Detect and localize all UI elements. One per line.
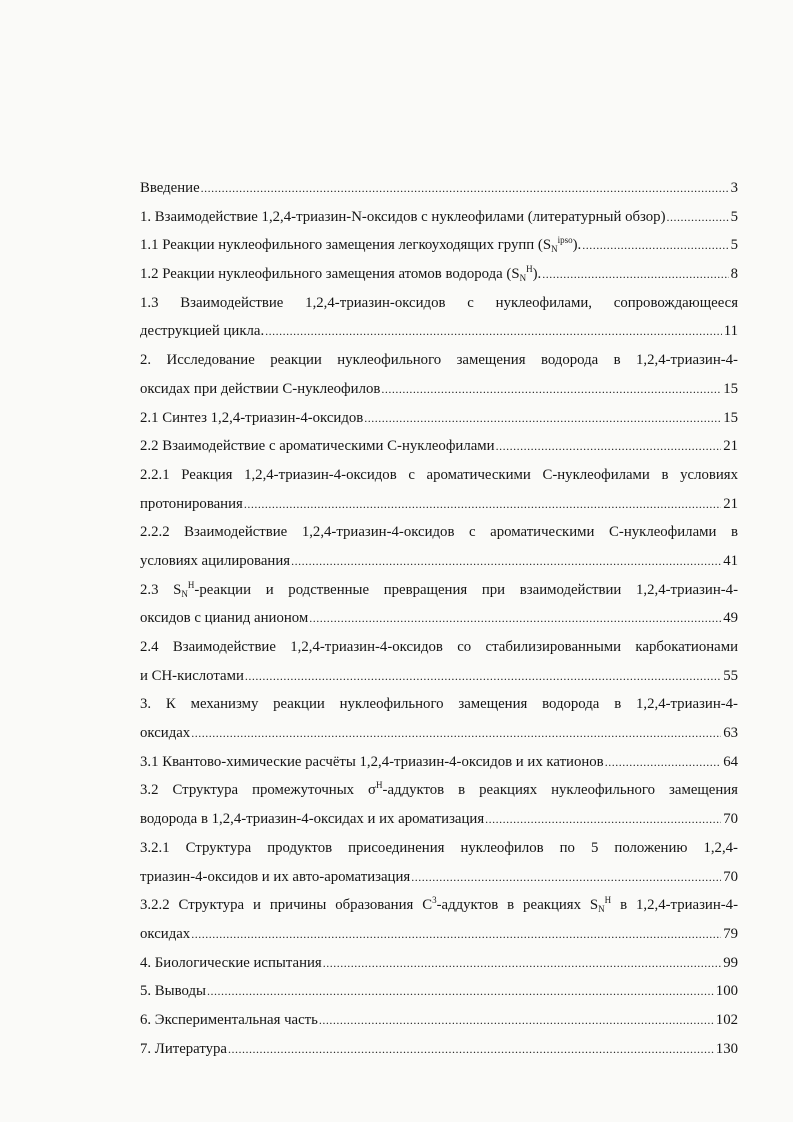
toc-entry-section-3-2-2-line2[interactable] (140, 920, 738, 949)
toc-entry-title-continued: водорода в 1,2,4-триазин-4-оксидах и их ароматизация (140, 811, 485, 828)
toc-page-number: 21 (723, 438, 738, 455)
dot-leader (364, 404, 721, 433)
toc-entry-title-continued: оксидах (140, 925, 191, 942)
dot-leader (411, 863, 721, 892)
toc-entry-title: 6. Экспериментальная часть (140, 1011, 318, 1028)
toc-entry-section-2-1[interactable] (140, 404, 738, 433)
toc-page-number: 15 (723, 380, 738, 397)
toc-page-number: 55 (723, 667, 738, 684)
dot-leader (245, 662, 721, 691)
toc-entry-title: 3.2.1 Структура продуктов присоединения нуклеофилов по 5 положению 1,2,4- (140, 839, 738, 856)
toc-entry-chapter-1[interactable] (140, 203, 738, 232)
dot-leader (265, 317, 722, 346)
toc-entry-section-3-2-1-line1[interactable] (140, 834, 738, 863)
dot-leader (291, 547, 721, 576)
toc-entry-section-3-2-line2[interactable] (140, 805, 738, 834)
toc-page-number: 5 (730, 237, 738, 254)
toc-page-number: 5 (730, 208, 738, 225)
dot-leader (667, 203, 729, 232)
toc-entry-title: 2.2.1 Реакция 1,2,4-триазин-4-оксидов с ароматическими С-нуклеофилами в условиях (140, 466, 738, 483)
toc-entry-section-2-2-1-line1[interactable] (140, 461, 738, 490)
toc-page-number: 100 (715, 983, 738, 1000)
toc-entry-section-3-2-2-line1[interactable] (140, 891, 738, 920)
dot-leader (191, 920, 721, 949)
toc-page-number: 49 (723, 610, 738, 627)
toc-entry-title-continued: и СН-кислотами (140, 667, 244, 684)
toc-entry-section-2-2-2-line2[interactable] (140, 547, 738, 576)
toc-entry-title: 4. Биологические испытания (140, 954, 322, 971)
toc-page-number: 8 (730, 266, 738, 283)
toc-entry-section-1-2[interactable] (140, 260, 738, 289)
toc-entry-chapter-7[interactable] (140, 1035, 738, 1064)
toc-entry-section-3-1[interactable] (140, 748, 738, 777)
toc-entry-title: 2. Исследование реакции нуклеофильного замещения водорода в 1,2,4-триазин-4- (140, 352, 738, 369)
toc-entry-introduction[interactable] (140, 174, 738, 203)
toc-entry-title: 2.4 Взаимодействие 1,2,4-триазин-4-оксидов со стабилизированными карбокатионами (140, 639, 738, 655)
dot-leader (485, 805, 721, 834)
toc-entry-section-2-2-2-line1[interactable] (140, 518, 738, 547)
toc-entry-section-2-2-1-line2[interactable] (140, 490, 738, 519)
dot-leader (191, 719, 721, 748)
dot-leader (582, 231, 728, 260)
toc-entry-title: 7. Литература (140, 1040, 228, 1057)
toc-page-number: 3 (730, 180, 738, 196)
toc-page-number: 21 (723, 495, 738, 512)
toc-entry-section-2-4-line2[interactable] (140, 662, 738, 691)
toc-entry-chapter-5[interactable] (140, 977, 738, 1006)
dot-leader (319, 1006, 714, 1035)
toc-entry-chapter-2-line1[interactable] (140, 346, 738, 375)
table-of-contents (140, 174, 738, 1063)
toc-entry-title: 1.3 Взаимодействие 1,2,4-триазин-оксидов с нуклеофилами, сопровождающееся (140, 294, 738, 311)
dot-leader (542, 260, 728, 289)
toc-page-number: 63 (723, 725, 738, 742)
toc-entry-chapter-3-line2[interactable] (140, 719, 738, 748)
dot-leader (309, 604, 721, 633)
toc-entry-title: Введение (140, 180, 200, 196)
toc-entry-section-2-4-line1[interactable] (140, 633, 738, 662)
toc-page-number: 99 (723, 954, 738, 971)
dot-leader (207, 977, 714, 1006)
toc-entry-title: 3.2 Структура промежуточных $\sigma^H$-аддуктов в реакциях нуклеофильного замещения (140, 780, 738, 799)
toc-page-number: 102 (715, 1011, 738, 1028)
toc-entry-title: 5. Выводы (140, 983, 206, 1000)
toc-entry-title-continued: оксидах (140, 725, 191, 742)
dot-leader (381, 375, 721, 404)
toc-entry-section-2-3-line2[interactable] (140, 604, 738, 633)
toc-entry-chapter-2-line2[interactable] (140, 375, 738, 404)
toc-entry-section-2-2[interactable] (140, 432, 738, 461)
toc-entry-title: 2.2 Взаимодействие с ароматическими С-нуклеофилами (140, 438, 495, 455)
toc-entry-title: 3. К механизму реакции нуклеофильного замещения водорода в 1,2,4-триазин-4- (140, 696, 738, 713)
dot-leader (496, 432, 722, 461)
toc-entry-chapter-3-line1[interactable] (140, 690, 738, 719)
toc-entry-section-3-2-line1[interactable] (140, 776, 738, 805)
toc-entry-title: 3.1 Квантово-химические расчёты 1,2,4-триазин-4-оксидов и их катионов (140, 753, 604, 770)
dot-leader (201, 174, 729, 203)
toc-entry-title-continued: деструкцией цикла. (140, 323, 265, 340)
toc-entry-title-continued: протонирования (140, 495, 243, 512)
toc-entry-title-continued: триазин-4-оксидов и их авто-ароматизация (140, 868, 411, 885)
toc-page-number: 79 (723, 925, 738, 942)
toc-entry-title-continued: оксидов с цианид анионом (140, 610, 309, 627)
dot-leader (228, 1035, 714, 1064)
toc-entry-title-continued: оксидах при действии С-нуклеофилов (140, 380, 381, 397)
toc-entry-chapter-6[interactable] (140, 1006, 738, 1035)
toc-page-number: 64 (723, 753, 738, 770)
toc-entry-section-1-1[interactable] (140, 231, 738, 260)
toc-entry-title: 2.3 $S_N^H$-реакции и родственные превращения при взаимодействии 1,2,4-триазин-4- (140, 579, 738, 599)
toc-entry-title-continued: условиях ацилирования (140, 552, 291, 569)
toc-entry-title: 1. Взаимодействие 1,2,4-триазин-N-оксидов с нуклеофилами (литературный обзор) (140, 208, 666, 225)
toc-page-number: 70 (723, 811, 738, 828)
toc-page-number: 15 (723, 409, 738, 426)
toc-entry-section-1-3-line2[interactable] (140, 317, 738, 346)
toc-entry-title: 2.2.2 Взаимодействие 1,2,4-триазин-4-оксидов с ароматическими С-нуклеофилами в (140, 524, 738, 541)
toc-entry-chapter-4[interactable] (140, 949, 738, 978)
toc-entry-title: 1.1 Реакции нуклеофильного замещения легкоуходящих групп $(S_N^{ipso})$. (140, 235, 582, 255)
toc-page-number: 11 (723, 323, 738, 340)
dot-leader (244, 490, 721, 519)
toc-page-number: 41 (723, 552, 738, 569)
dot-leader (605, 748, 722, 777)
toc-entry-section-3-2-1-line2[interactable] (140, 863, 738, 892)
toc-page-number: 70 (723, 868, 738, 885)
toc-entry-title: 2.1 Синтез 1,2,4-триазин-4-оксидов (140, 409, 364, 426)
toc-entry-section-1-3-line1[interactable] (140, 289, 738, 318)
toc-page-number: 130 (715, 1040, 738, 1057)
toc-entry-section-2-3-line1[interactable] (140, 576, 738, 605)
toc-entry-title: 1.2 Реакции нуклеофильного замещения атомов водорода $(S_N^H)$. (140, 264, 542, 284)
toc-entry-title: 3.2.2 Структура и причины образования $С^3$-аддуктов в реакциях $S_N^H$ в 1,2,4-триазин-4- (140, 895, 738, 915)
dot-leader (323, 949, 721, 978)
